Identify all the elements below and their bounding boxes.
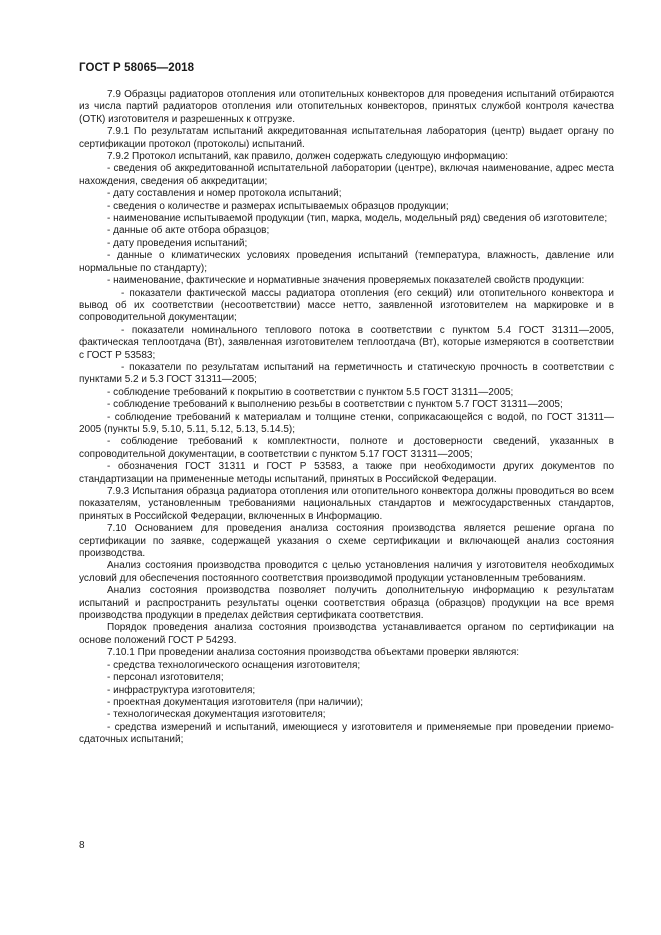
paragraph: - данные о климатических условиях проведения испытаний (температура, влажность, давление или нормальные по стандарту); xyxy=(79,250,614,274)
paragraph: - обозначения ГОСТ 31311 и ГОСТ Р 53583, а также при необходимости других документов по стандартизации на примененные методы испытаний, принятых в Российской Федерации. xyxy=(79,461,614,485)
paragraph: 7.9.2 Протокол испытаний, как правило, должен содержать следующую информацию: xyxy=(107,151,509,163)
paragraph: - дату составления и номер протокола испытаний; xyxy=(107,188,342,200)
paragraph: - инфраструктура изготовителя; xyxy=(107,684,256,696)
paragraph: 7.9.3 Испытания образца радиатора отопления или отопительного конвектора должны проводиться во всем показателям, установленным требованиями национальных стандартов и межгосударственных стандартов, принятых в Российской Федерации, включенных в Информацию. xyxy=(79,486,614,522)
paragraph: - наименование, фактические и нормативные значения проверяемых показателей свойств продукции: xyxy=(107,275,585,287)
paragraph: 7.9 Образцы радиаторов отопления или отопительных конвекторов для проведения испытаний отбираются из числа партий радиаторов отопления или отопительных конвекторов, принятых службой контроля качества (ОТК) изготовителя и разрешенных к отгрузке. xyxy=(79,89,614,125)
paragraph: - соблюдение требований к покрытию в соответствии с пунктом 5.5 ГОСТ 31311—2005; xyxy=(107,386,514,398)
paragraph: Анализ состояния производства позволяет получить дополнительную информацию к результатам испытаний и распространить результаты оценки соответствия образца (образцов) продукции на все время производства продукции в пределах действия сертификата соответствия. xyxy=(79,585,614,622)
paragraph: - средства измерений и испытаний, имеющиеся у изготовителя и применяемые при проведении приемо-сдаточных испытаний; xyxy=(79,721,614,746)
paragraph: - средства технологического оснащения изготовителя; xyxy=(107,659,361,671)
paragraph: - проектная документация изготовителя (при наличии); xyxy=(107,696,364,708)
paragraph: - показатели фактической массы радиатора отопления (его секций) или отопительного конвектора и вывод об их соответствии (несоответствии) массе нетто, заявленной изготовителем на маркировке и в сопроводительной документации; xyxy=(79,287,614,324)
paragraph: - сведения об аккредитованной испытательной лаборатории (центре), включая наименование, адрес места нахождения, сведения об аккредитации; xyxy=(79,163,614,187)
paragraph: - сведения о количестве и размерах испытываемых образцов продукции; xyxy=(107,200,449,212)
paragraph: - показатели номинального теплового потока в соответствии с пунктом 5.4 ГОСТ 31311—2005, фактическая теплоотдача (Вт), заявленная изготовителем теплоотдача (Вт), которые измеряются в соответствии с ГОСТ Р 53583; xyxy=(79,324,614,361)
document-header: ГОСТ Р 58065—2018 xyxy=(79,62,195,74)
paragraph: 7.10.1 При проведении анализа состояния производства объектами проверки являются: xyxy=(107,647,520,659)
paragraph: - наименование испытываемой продукции (тип, марка, модель, модельный ряд) сведения об изготовителе; xyxy=(107,213,608,225)
page-number: 8 xyxy=(79,840,85,851)
paragraph: Анализ состояния производства проводится с целью установления наличия у изготовителя необходимых условий для обеспечения постоянного соответствия производимой продукции установленным требованиям. xyxy=(79,560,614,584)
paragraph: - персонал изготовителя; xyxy=(107,672,224,684)
paragraph: - соблюдение требований к материалам и толщине стенки, соприкасающейся с водой, по ГОСТ 31311—2005 (пункты 5.9, 5.10, 5.11, 5.12, 5.13, 5.14.5); xyxy=(79,411,614,435)
paragraph: - данные об акте отбора образцов; xyxy=(107,225,270,237)
paragraph: - соблюдение требований к комплектности, полноте и достоверности сведений, указанных в сопроводительной документации, в соответствии с пунктом 5.17 ГОСТ 31311—2005; xyxy=(79,436,614,460)
paragraph: - соблюдение требований к выполнению резьбы в соответствии с пунктом 5.7 ГОСТ 31311—2005; xyxy=(107,399,563,411)
paragraph: 7.9.1 По результатам испытаний аккредитованная испытательная лаборатория (центр) выдает органу по сертификации протокол (протоколы) испытаний. xyxy=(79,126,614,150)
paragraph: - технологическая документация изготовителя; xyxy=(107,709,326,721)
paragraph: - дату проведения испытаний; xyxy=(107,237,248,249)
paragraph: - показатели по результатам испытаний на герметичность и статическую прочность в соответствии с пунктами 5.2 и 5.3 ГОСТ 31311—2005; xyxy=(79,361,614,386)
document-body xyxy=(79,89,614,747)
paragraph: Порядок проведения анализа состояния производства устанавливается органом по сертификации на основе положений ГОСТ Р 54293. xyxy=(79,622,614,646)
paragraph: 7.10 Основанием для проведения анализа состояния производства является решение органа по сертификации по заявке, содержащей указания о схеме сертификации и включающей анализ состояния производства. xyxy=(79,523,614,560)
